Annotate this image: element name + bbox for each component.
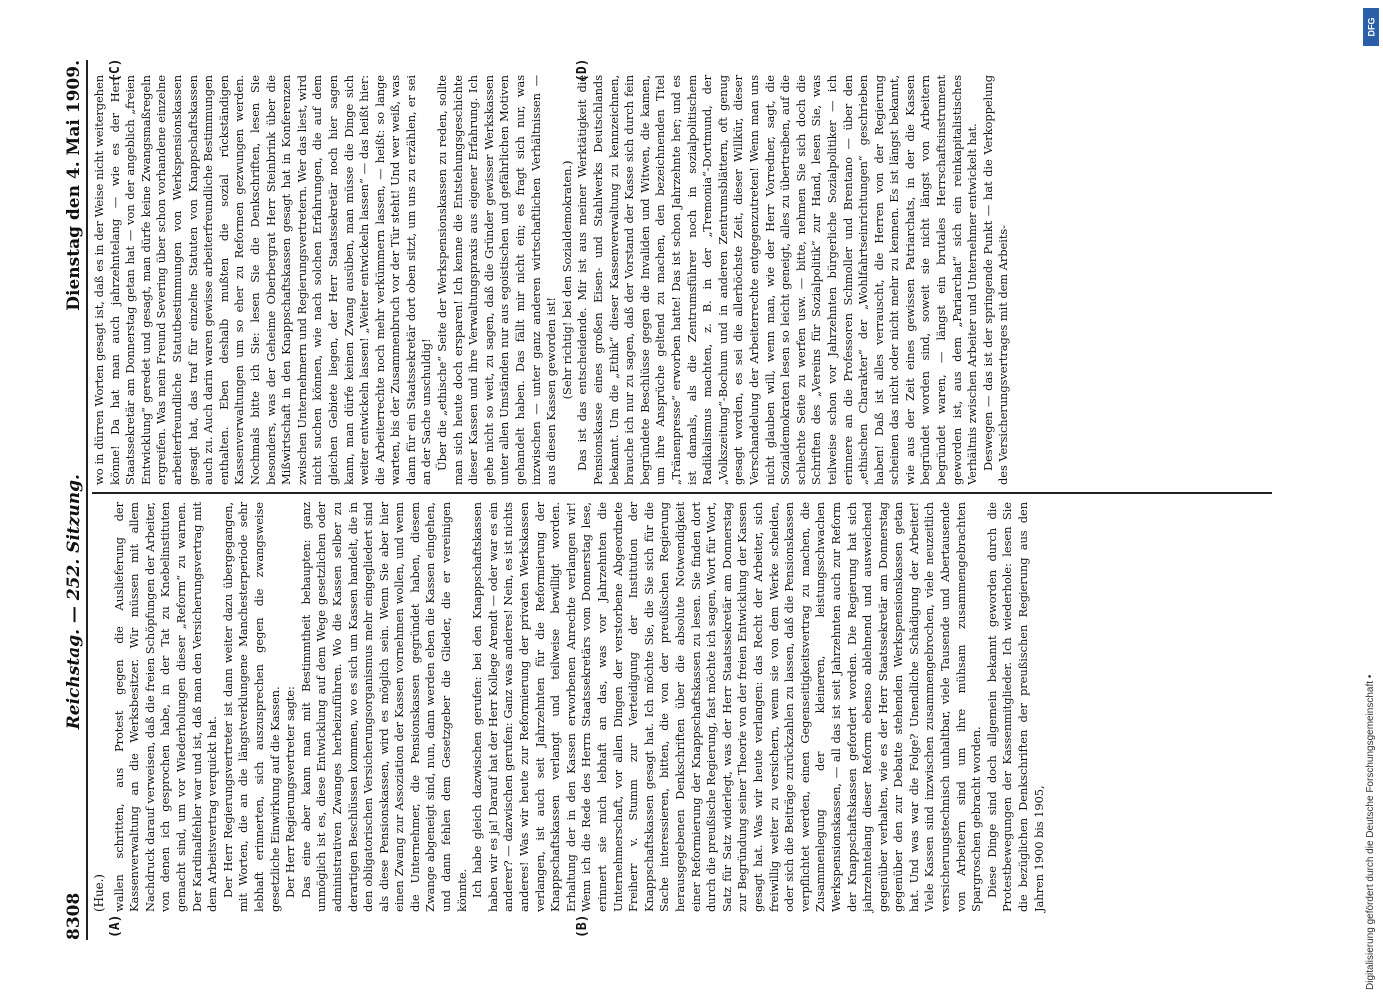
- page-title: Reichstag. — 252. Sitzung.: [64, 474, 84, 730]
- page-number: 8308: [64, 892, 84, 940]
- paragraph: Über die „ethische“ Seite der Werkspensionskassen zu reden, sollte man sich heute doch ersparen! Ich kenne die Entstehungsgeschichte dieser Kassen und ihre Verwaltungspraxis aus eigener Erfahrung. Ich gehe nicht so weit, zu sagen, daß die Gründer gewisser Werkskassen unter allen Umständen nur aus egoistischen und gefährlichen Motiven gehandelt haben. Das fällt mir nicht ein; es fragt sich nur, was inzwischen — unter ganz anderen wirtschaftlichen Verhältnissen — aus diesen Kassen geworden ist!: [435, 75, 559, 485]
- column-divider: [92, 492, 1272, 494]
- paragraph: Diese Dinge sind doch allgemein bekannt geworden durch die Protestbewegungen der Kassenmitglieder. Ich wiederhole: lesen Sie die bezüglichen Denkschriften der preußischen Regierung aus den Jahren 1900 bis 1905,: [984, 502, 1046, 912]
- interjection: (Sehr richtig! bei den Sozialdemokraten.): [559, 160, 574, 400]
- margin-marker-d: (D): [575, 58, 590, 82]
- paragraph: Der Herr Regierungsvertreter sagte:: [283, 686, 298, 898]
- page-date: Dienstag den 4. Mai 1909.: [64, 60, 84, 311]
- paragraph: Ich habe gleich dazwischen gerufen: bei den Knappschaftskassen haben wir es ja! Darauf hat der Herr Kollege Arendt — oder war es ein anderer? — dazwischen gerufen: Ganz was anderes! Nein, es ist nichts anderes! Was wir heute zur Reformierung der privaten Werkskassen verlangen, ist auch seit Jahrzehnten für die Reformierung der Knappschaftskassen verlangt und teilweise bewilligt worden. Erhaltung der in den Kassen erworbenen Anrechte verlangen wir! Wenn ich die Rede des Herrn Staatssekretärs vom Donnerstag lese, erinnert sie mich lebhaft an das, was vor Jahrzehnten die Unternehmerschaft, vor allen Dingen der verstorbene Abgeordnete Freiherr v. Stumm zur Verteidigung der Institution der Knappschaftskassen gesagt hat. Ich möchte Sie, die Sie sich für die Sache interessieren, bitten, die von der preußischen Regierung herausgegebenen Denkschriften über die absolute Notwendigkeit einer Reformierung der Knappschaftskassen zu lesen. Sie finden dort durch die preußische Regierung, fast möchte ich sagen, Wort für Wort, Satz für Satz widerlegt, was der Herr Staatssekretär am Donnerstag zur Begründung seiner Theorie von der freien Entwicklung der Kassen gesagt hat. Was wir heute verlangen: das Recht der Arbeiter, sich freiwillig weiter zu versichern, wenn sie von dem Werke scheiden, oder sich die Beiträge zurückzahlen zu lassen, daß die Pensionskassen verpflichtet werden, einen Gegenseitigkeitsvertrag zu machen, die Zusammenlegung der kleineren, leistungsschwachen Werkspensionskassen, — all das ist seit Jahrzehnten auch zur Reform der Knappschaftskassen gefordert worden. Die Regierung hat sich jahrzehntelang dieser Reform ebenso ablehnend und ausweichend gegenüber verhalten, wie es der Herr Staatssekretär am Donnerstag gegenüber den zur Debatte stehenden Werkspensionskassen getan hat. Und was war die Folge? Unendliche Schädigung der Arbeiter! Viele Kassen sind inzwischen zusammengebrochen, viele neuzeitlich versicherungstechnisch unhaltbar, viele Tausende und Abertausende von Arbeitern sind um ihre mühsam zusammengebrachten Spargroschen gebracht worden.: [470, 502, 984, 912]
- margin-marker-b: (B): [575, 914, 590, 938]
- margin-marker-c: (C): [108, 58, 123, 82]
- quotation: Das eine aber kann man mit Bestimmtheit behaupten: ganz unmöglich ist es, diese Entwicklung auf dem Wege gesetzlichen oder administrativen Zwanges herbeizuführen. Wo die Kassen selber zu derartigen Beschlüssen kommen, wo es sich um Kassen handelt, die in den obligatorischen Versicherungsorganismus mehr eingegliedert sind als diese Pensionskassen, wird es möglich sein. Wenn Sie aber hier einen Zwang zur Assoziation der Kassen vornehmen wollen, und wenn die Unternehmer, die Pensionskassen gegründet haben, diesem Zwange abgeneigt sind, nun, dann werden eben die Kassen eingehen, und dann fehlen dem Gesetzgeber die Glieder, die er vereinigen könnte.: [298, 502, 469, 912]
- header-rule: [86, 60, 88, 940]
- page-header: [60, 60, 84, 940]
- paragraph: Das ist das entscheidende. Mir ist aus meiner Werktätigkeit die Pensionskasse eines großen Eisen- und Stahlwerks Deutschlands bekannt. Um die „Ethik“ dieser Kassenverwaltung zu kennzeichnen, brauche ich nur zu sagen, daß der Vorstand der Kasse sich durch fein begründete Beschlüsse gegen die Invaliden und Witwen, die kamen, um ihre Ansprüche geltend zu machen, den bezeichnenden Titel „Tränenpresse“ erworben hatte! Das ist schon Jahrzehnte her; und es ist damals, als die Zentrumsführer noch in sozialpolitischem Radikalismus machten, z. B. in der „Tremonia“-Dortmund, der „Volkszeitung“-Bochum und in anderen Zentrumsblättern, oft genug gesagt worden, es sei die allerhöchste Zeit, dieser Willkür, dieser Verschandelung der Arbeiterrechte entgegenzutreten! Wenn man uns nicht glauben will, wenn man, wie der Herr Vorredner, sagt, die Sozialdemokraten lesen so leicht geneigt, alles zu übertreiben, auf die schlechte Seite zu werfen usw. — bitte, nehmen Sie sich doch die Schriften des „Vereins für Sozialpolitik“ zur Hand, lesen Sie, was teilweise schon vor Jahrzehnten bürgerliche Sozialpolitiker — ich erinnere an die Professoren Schmoller und Brentano — über den „ethischen Charakter“ der „Wohlfahrtseinrichtungen“ geschrieben haben! Daß ist alles verrauscht, die Herren von der Regierung scheinen das nicht oder nicht mehr zu kennen. Es ist längst bekannt, wie aus der Zeit eines gewissen Patriarchats, in der die Kassen begründet worden sind, soweit sie nicht längst von Arbeitern begründet waren, — längst ein brutales Herrschaftsinstrument geworden ist, aus dem „Pariarchat“ sich ein reinkapitalistisches Verhältnis zwischen Arbeiter und Unternehmer entwickelt hat.: [575, 75, 980, 485]
- paragraph: Deswegen — das ist der springende Punkt — hat die Verkoppelung des Versicherungsvertrages mit dem Arbeits-: [980, 75, 1011, 485]
- speaker-label: (Hue.): [92, 874, 106, 912]
- paragraph: wo in dürren Worten gesagt ist, daß es in der Weise nicht weitergehen könne! Da hat man auch jahrzehntelang — wie es der Herr Staatssekretär am Donnerstag getan hat — von der angeblich „freien Entwicklung“ geredet und gesagt, man dürfe keine Zwangsmaßregeln ergreifen. Was mein Freund Severing über schon vorhandene einzelne arbeiterfreundliche Statutbestimmungen von Werkspensionskassen gesagt hat, das traf für einzelne Statuten von Knappschaftskassen auch zu. Auch darin waren gewisse arbeiterfreundliche Bestimmungen enthalten. Eben deshalb mußten die sozial rückständigen Kassenverwaltungen um so eher zu Reformen gezwungen werden. Nochmals bitte ich Sie: lesen Sie die Denkschriften, lesen Sie besonders, was der Geheime Oberbergrat Herr Steinbrink über die Mißwirtschaft in den Knappschaftskassen gesagt hat in Konferenzen zwischen Unternehmern und Regierungsvertretern. Wer das liest, wird nicht suchen können, wie nach solchen Erfahrungen, die auf dem gleichen Gebiete liegen, der Herr Staatssekretär noch hier sagen kann, man dürfe keinen Zwang ausüben, man müsse die Dinge sich weiter entwickeln lassen! „Weiter entwickeln lassen“ — das heißt hier: die Arbeiterrechte noch mehr verkümmern lassen, — heißt: so lange warten, bis der Zusammenbruch vor der Tür steht! Und wer weiß, was dann für ein Staatssekretär dort oben sitzt, um uns zu erzählen, er sei an der Sache unschuldig!: [92, 75, 434, 485]
- left-column: [92, 502, 1292, 912]
- digitization-attribution: Digitalisierung gefördert durch die Deutsche Forschungsgemeinschaft •: [1365, 674, 1376, 990]
- paragraph: wallen schritten, aus Protest gegen die Auslieferung der Kassenverwaltung an die Werksbesitzer. Wir müssen mit allem Nachdruck darauf verweisen, daß die freien Schöpfungen der Arbeiter, von denen ich gesprochen habe, in der Tat zu Knebelinstituten gemacht sind, um vor Wiederholungen dieser „Reform“ zu warnen. Der Kardinalfehler war und ist, daß man den Versicherungsvertrag mit dem Arbeitsvertrag verquickt hat.: [111, 502, 220, 912]
- margin-marker-a: (A): [108, 914, 123, 938]
- right-column: [92, 75, 1292, 485]
- dfg-logo: DFG: [1363, 8, 1379, 46]
- paragraph: Der Herr Regierungsvertreter ist dann weiter dazu übergegangen, mit Worten, die an die längstverklungene Manchesterperiode sehr lebhaft erinnerten, sich auszusprechen gegen die zwangsweise gesetzliche Einwirkung auf die Kassen.: [220, 502, 282, 912]
